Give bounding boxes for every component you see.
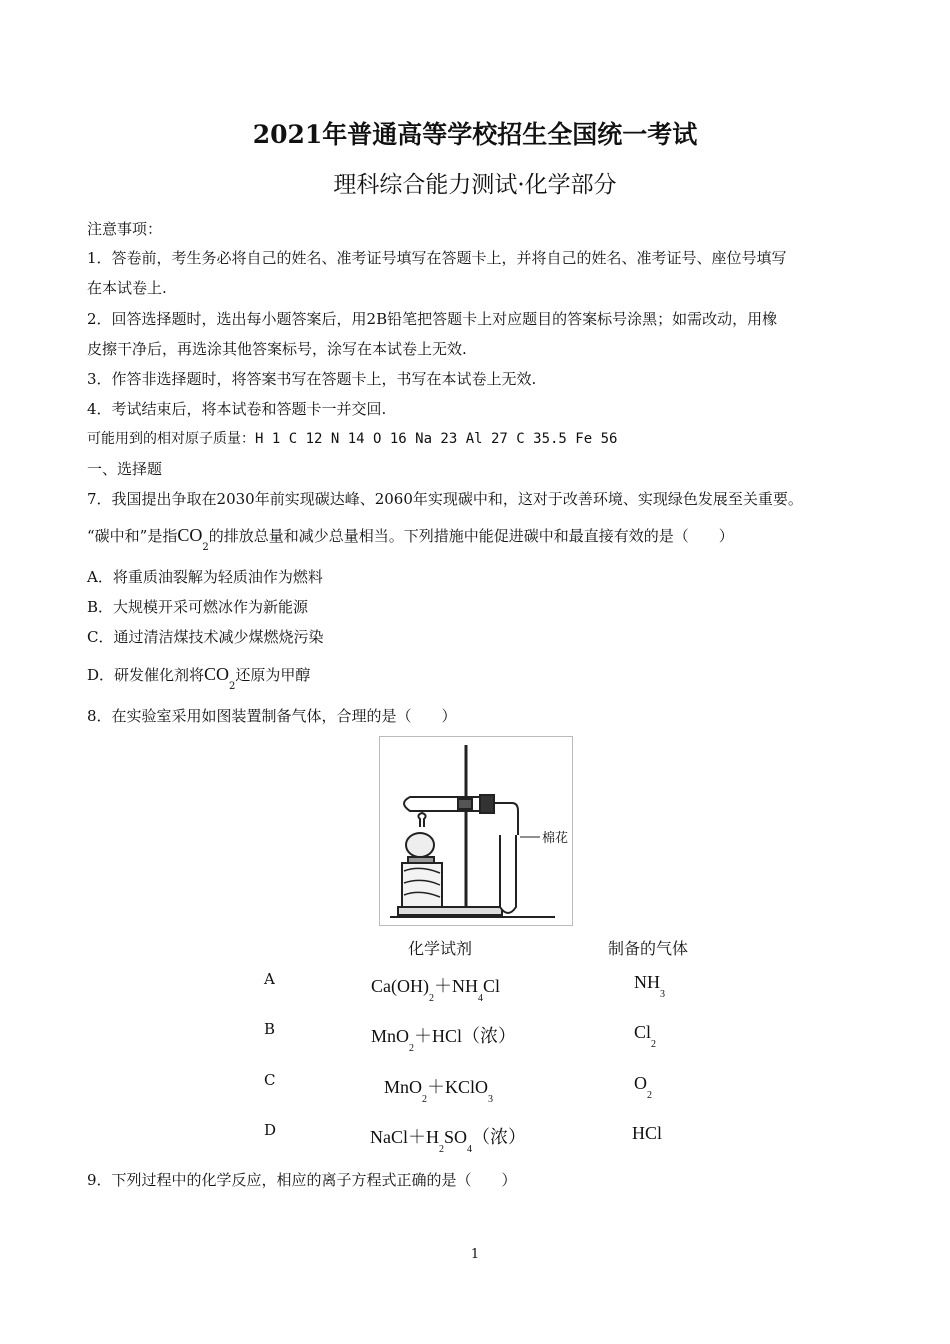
- exam-subtitle: 理科综合能力测试·化学部分: [333, 172, 617, 198]
- note-line: 3．作答非选择题时，将答案书写在答题卡上，书写在本试卷上无效.: [87, 370, 537, 388]
- apparatus-drawing: [380, 737, 572, 925]
- exam-title: 2021年普通高等学校招生全国统一考试: [252, 120, 698, 149]
- option-letter: B: [264, 1020, 276, 1038]
- question-7-stem-line2: “碳中和”是指$CO_2$的排放总量和减少总量相当。下列措施中能促进碳中和最直接有效的是（ ）: [87, 525, 734, 553]
- reagent-formula: MnO$_2$＋KClO$_3$: [384, 1077, 494, 1105]
- note-line: 皮擦干净后，再选涂其他答案标号，涂写在本试卷上无效.: [87, 340, 467, 358]
- reagent-formula: $NaCl+H_2SO_4$（浓）: [370, 1127, 527, 1155]
- option-letter: A: [264, 970, 275, 988]
- reagent-formula: MnO$_2$＋HCl（浓）: [371, 1026, 517, 1054]
- question-8-stem: 8．在实验室采用如图装置制备气体，合理的是（ ）: [87, 707, 457, 725]
- reagent-formula: $Ca(OH)_2+NH_4Cl$: [371, 976, 500, 1004]
- page-number: 1: [470, 1247, 480, 1262]
- note-line: 4．考试结束后，将本试卷和答题卡一并交回.: [87, 400, 387, 418]
- section-heading: 一、选择题: [87, 460, 163, 478]
- cotton-label: 棉花: [542, 831, 569, 846]
- option-letter: D: [264, 1121, 277, 1139]
- question-7-stem: 7．我国提出争取在2030年前实现碳达峰、2060年实现碳中和，这对于改善环境、实现绿色发展至关重要。: [87, 490, 803, 508]
- gas-formula: $O_2$: [634, 1073, 652, 1101]
- question-9-stem: 9．下列过程中的化学反应，相应的离子方程式正确的是（ ）: [87, 1171, 517, 1189]
- gas-formula: $NH_3$: [634, 972, 665, 1000]
- gas-formula: HCl: [632, 1123, 663, 1143]
- column-header-reagent: 化学试剂: [408, 939, 473, 958]
- note-line: 在本试卷上.: [87, 279, 167, 297]
- apparatus-figure: [379, 736, 573, 926]
- option-a: A．将重质油裂解为轻质油作为燃料: [87, 568, 323, 586]
- gas-formula: $Cl_2$: [634, 1022, 657, 1050]
- note-line: 1．答卷前，考生务必将自己的姓名、准考证号填写在答题卡上，并将自己的姓名、准考证号、座位号填写: [87, 249, 787, 267]
- note-line: 2．回答选择题时，选出每小题答案后，用2B铅笔把答题卡上对应题目的答案标号涂黑；如需改动，用橡: [87, 310, 778, 328]
- option-d: D．研发催化剂将$CO_2$还原为甲醇: [87, 664, 311, 692]
- atomic-masses: 可能用到的相对原子质量：H 1 C 12 N 14 O 16 Na 23 Al 27 C 35.5 Fe 56: [87, 431, 618, 447]
- column-header-gas: 制备的气体: [608, 939, 689, 958]
- option-b: B．大规模开采可燃冰作为新能源: [87, 598, 309, 616]
- option-letter: C: [264, 1071, 276, 1089]
- option-c: C．通过清洁煤技术减少煤燃烧污染: [87, 628, 324, 646]
- notes-heading: 注意事项：: [87, 220, 163, 238]
